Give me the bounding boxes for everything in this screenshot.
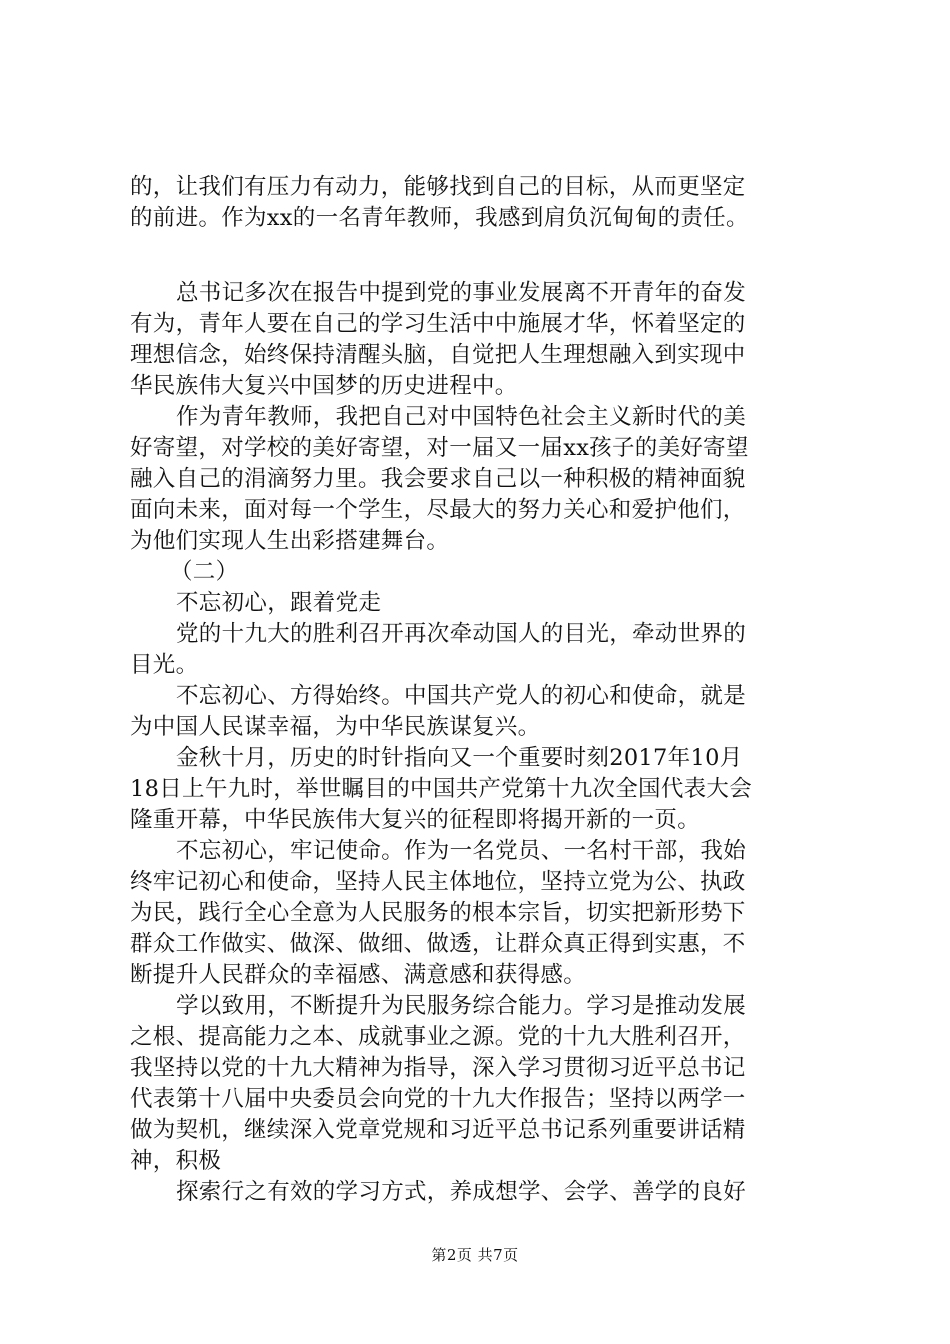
text-line: 为民，践行全心全意为人民服务的根本宗旨，切实把新形势下 — [130, 900, 746, 926]
text-line: 代表第十八届中央委员会向党的十九大作报告；坚持以两学一 — [130, 1086, 746, 1112]
text-line: 不忘初心，牢记使命。作为一名党员、一名村干部，我始 — [176, 838, 747, 864]
text-line: 18日上午九时，举世瞩目的中国共产党第十九次全国代表大会 — [130, 776, 753, 802]
text-line: 断提升人民群众的幸福感、满意感和获得感。 — [130, 962, 587, 988]
text-line: 终牢记初心和使命，坚持人民主体地位，坚持立党为公、执政 — [130, 869, 746, 895]
text-line: 金秋十月，历史的时针指向又一个重要时刻2017年10月 — [176, 745, 743, 771]
text-line: 为中国人民谋幸福，为中华民族谋复兴。 — [130, 714, 541, 740]
text-line: 我坚持以党的十九大精神为指导，深入学习贯彻习近平总书记 — [130, 1055, 746, 1081]
document-body — [130, 172, 820, 1208]
text-line: 面向未来，面对每一个学生，尽最大的努力关心和爱护他们， — [130, 497, 746, 523]
text-line: 学以致用，不断提升为民服务综合能力。学习是推动发展 — [176, 993, 747, 1019]
text-line: 华民族伟大复兴中国梦的历史进程中。 — [130, 373, 518, 399]
text-line: 神，积极 — [130, 1148, 222, 1174]
text-line: 群众工作做实、做深、做细、做透，让群众真正得到实惠，不 — [130, 931, 746, 957]
text-line: 隆重开幕，中华民族伟大复兴的征程即将揭开新的一页。 — [130, 807, 701, 833]
text-line: 理想信念，始终保持清醒头脑，自觉把人生理想融入到实现中 — [130, 342, 746, 368]
text-line: 党的十九大的胜利召开再次牵动国人的目光，牵动世界的 — [176, 621, 747, 647]
page-footer: 第2页 共7页 — [431, 1246, 519, 1264]
text-line: 好寄望，对学校的美好寄望，对一届又一届xx孩子的美好寄望 — [130, 435, 749, 461]
text-line: 目光。 — [130, 652, 199, 678]
section-number: （二） — [170, 559, 239, 585]
text-line: 的，让我们有压力有动力，能够找到自己的目标，从而更坚定 — [130, 174, 746, 200]
text-line: 作为青年教师，我把自己对中国特色社会主义新时代的美 — [176, 404, 747, 430]
text-line: 不忘初心、方得始终。中国共产党人的初心和使命，就是 — [176, 683, 747, 709]
text-line: 为他们实现人生出彩搭建舞台。 — [130, 528, 450, 554]
text-line: 探索行之有效的学习方式，养成想学、会学、善学的良好 — [176, 1179, 747, 1205]
text-line: 之根、提高能力之本、成就事业之源。党的十九大胜利召开， — [130, 1024, 746, 1050]
text-line: 的前进。作为xx的一名青年教师，我感到肩负沉甸甸的责任。 — [130, 205, 749, 231]
paragraph-gap — [130, 234, 820, 278]
text-line: 融入自己的涓滴努力里。我会要求自己以一种积极的精神面貌 — [130, 466, 746, 492]
text-line: 有为，青年人要在自己的学习生活中中施展才华，怀着坚定的 — [130, 311, 746, 337]
text-line: 总书记多次在报告中提到党的事业发展离不开青年的奋发 — [176, 280, 747, 306]
text-line: 做为契机，继续深入党章党规和习近平总书记系列重要讲话精 — [130, 1117, 746, 1143]
section-heading: 不忘初心，跟着党走 — [176, 590, 382, 616]
